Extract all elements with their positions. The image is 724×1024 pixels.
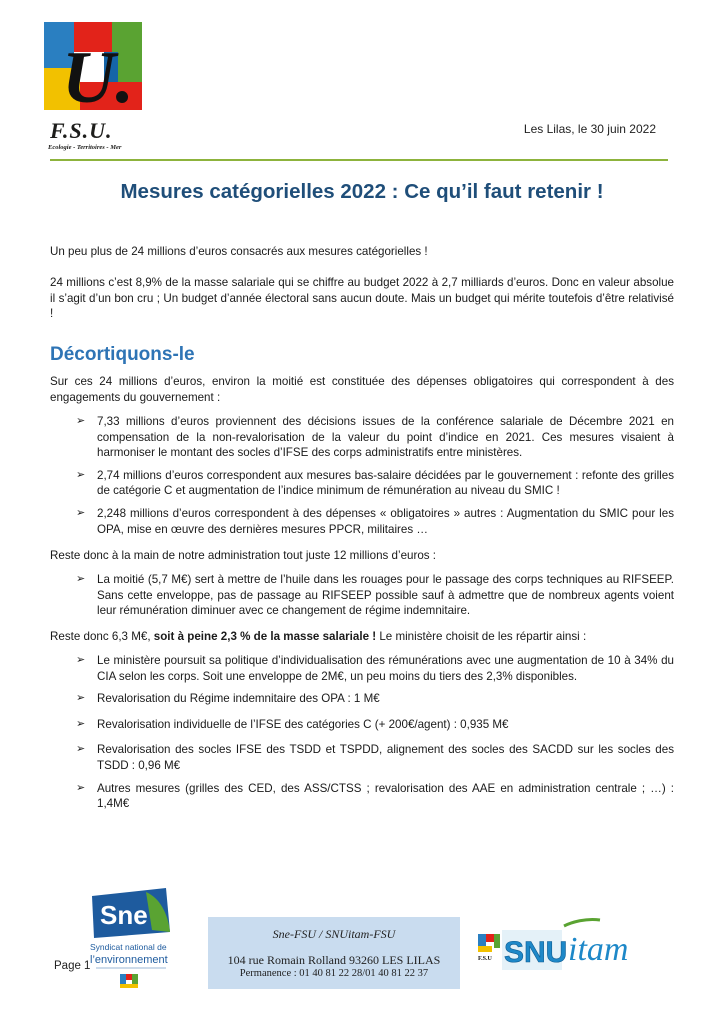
list-item-text: 2,248 millions d’euros correspondent à des dépenses « obligatoires » autres : Augmentation du SMIC pour les OPA, mise en œuvre des dernières mesures PPCR, militaires … — [97, 506, 674, 536]
address-box — [208, 917, 460, 989]
list-item — [76, 572, 674, 619]
arrow-bullet-icon: ➢ — [76, 415, 86, 427]
snuitam-logo — [476, 912, 666, 982]
document-title: Mesures catégorielles 2022 : Ce qu’il faut retenir ! — [120, 180, 604, 203]
address-street: 104 rue Romain Rolland 93260 LES LILAS — [227, 953, 441, 967]
address-orgs: Sne-FSU / SNUitam-FSU — [272, 927, 396, 941]
arrow-bullet-icon: ➢ — [76, 468, 86, 481]
list-item-text: 2,74 millions d’euros correspondent aux mesures bas-salaire décidées par le gouvernement : refonte des grilles de catégorie C et augmentation de l’indice minimum de rémunération au niveau du SMIC ! — [97, 468, 674, 498]
arrow-bullet-icon: ➢ — [76, 743, 86, 756]
list-item — [76, 468, 674, 499]
distribution-list — [76, 653, 674, 819]
administration-list — [76, 572, 674, 626]
arrow-bullet-icon: ➢ — [76, 781, 86, 794]
arrow-bullet-icon: ➢ — [76, 506, 86, 519]
paragraph-3-end: Le ministère choisit de les répartir ainsi : — [376, 630, 587, 643]
snuitam-logo-itam: itam — [568, 931, 629, 968]
arrow-bullet-icon: ➢ — [76, 654, 86, 666]
paragraph-3-emphasis: soit à peine 2,3 % de la masse salariale ! — [153, 630, 377, 643]
place-date: Les Lilas, le 30 juin 2022 — [523, 122, 656, 136]
list-item — [76, 653, 674, 684]
list-item — [76, 691, 674, 707]
section-paragraph-1: Sur ces 24 millions d’euros, environ la moitié est constituée des dépenses obligatoires qui correspondent à des engagements du gouvernement : — [50, 375, 674, 404]
section-heading: Décortiquons-le — [50, 344, 195, 365]
arrow-bullet-icon: ➢ — [76, 717, 86, 730]
page-number: Page 1 — [54, 960, 91, 972]
fsu-logo — [44, 22, 142, 110]
fsu-logo-org: F.S.U. — [50, 118, 113, 143]
obligatory-spending-list — [76, 414, 674, 544]
section-paragraph-3 — [50, 629, 674, 645]
fsu-logo-tagline: Ecologie - Territoires - Mer — [48, 144, 122, 151]
intro-paragraph-2: 24 millions c’est 8,9% de la masse salariale qui se chiffre au budget 2022 à 2,7 milliards d’euros. Donc en valeur absolue il s’agit d’un bon cru ; Un budget d’année électoral sans aucun doute. Mais un budget qui mérite toutefois d’être relativisé ! — [50, 276, 674, 321]
snuitam-logo-snu: SNU — [504, 936, 568, 969]
sne-logo-sub1: Syndicat national de — [90, 942, 167, 952]
list-item-text: Autres mesures (grilles des CED, des ASS/CTSS ; revalorisation des AAE en administration centrale ; …) : 1,4M€ — [97, 781, 674, 811]
arrow-bullet-icon: ➢ — [76, 692, 86, 705]
list-item — [76, 506, 674, 537]
list-item — [76, 781, 674, 812]
list-item — [76, 414, 674, 461]
arrow-bullet-icon: ➢ — [76, 573, 86, 585]
sne-logo-text: Sne — [100, 900, 148, 930]
list-item-text: Le ministère poursuit sa politique d’individualisation des rémunérations avec une augmentation de 10 à 34% du CIA selon les corps. Soit une enveloppe de 2M€, un peu moins du tiers des 2,3% disponibles. — [97, 654, 674, 683]
list-item-text: Revalorisation individuelle de l’IFSE des catégories C (+ 200€/agent) : 0,935 M€ — [97, 717, 509, 731]
fsu-logo-letter: U. — [62, 37, 134, 110]
snuitam-logo-small: F.S.U — [478, 956, 492, 962]
list-item-text: La moitié (5,7 M€) sert à mettre de l’huile dans les rouages pour le passage des corps techniques au RIFSEEP. Sans cette enveloppe, pas de passage au RIFSEEP possible sauf à admettre que de nombreux agents voient leur rémunération diminuer avec ce changement de régime indemnitaire. — [97, 573, 674, 618]
list-item-text: Revalorisation du Régime indemnitaire des OPA : 1 M€ — [97, 692, 380, 706]
sne-logo-sub2: l’environnement — [90, 954, 168, 966]
sne-logo — [88, 888, 174, 990]
list-item — [76, 717, 674, 733]
list-item-text: Revalorisation des socles IFSE des TSDD et TSPDD, alignement des socles des SACDD sur les socles des TSDD : 0,96 M€ — [97, 743, 674, 772]
address-phone: Permanence : 01 40 81 22 28/01 40 81 22 37 — [239, 968, 429, 979]
list-item-text: 7,33 millions d’euros proviennent des décisions issues de la conférence salariale de Décembre 2021 en compensation de la non-revalorisation de la valeur du point d’indice en 2021. Ces mesures visaient à harmoniser le montant des socles d’IFSE des corps administratifs entre ministères. — [97, 415, 674, 460]
paragraph-3-start: Reste donc 6,3 M€, — [50, 630, 154, 643]
intro-paragraph-1: Un peu plus de 24 millions d’euros consacrés aux mesures catégorielles ! — [50, 245, 428, 258]
section-paragraph-2: Reste donc à la main de notre administration tout juste 12 millions d’euros : — [50, 549, 437, 562]
header-divider — [50, 159, 668, 161]
list-item — [76, 742, 674, 773]
